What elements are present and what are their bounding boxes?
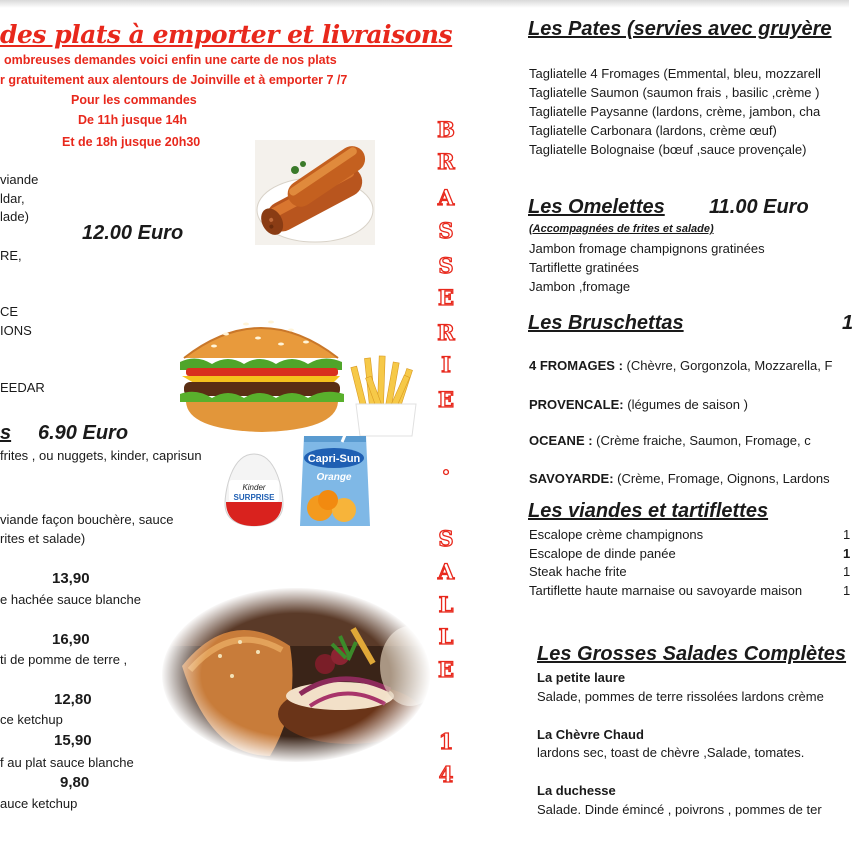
svg-text:SURPRISE: SURPRISE <box>233 493 275 502</box>
bruschettas-heading: Les Bruschettas <box>528 312 684 334</box>
bruschetta-item <box>529 433 811 448</box>
salade-desc: lardons sec, toast de chèvre ,Salade, tomates. <box>537 745 805 760</box>
vertical-letter: L <box>438 592 454 617</box>
bruschetta-name: 4 FROMAGES : <box>529 358 623 373</box>
kids-menu-heading: s <box>0 422 12 444</box>
menu-text: viande <box>0 172 39 187</box>
vertical-digit: 1 <box>438 729 454 754</box>
menu-desc: ce ketchup <box>0 712 63 727</box>
bruschetta-item <box>529 358 832 373</box>
omelette-item: Tartiflette gratinées <box>529 260 639 275</box>
menu-desc: f au plat sauce blanche <box>0 755 134 770</box>
intro-line-1: ombreuses demandes voici enfin une carte de nos plats <box>4 53 337 67</box>
vertical-letter: E <box>437 387 454 412</box>
menu-price: 13,90 <box>52 570 90 587</box>
salade-name: La Chèvre Chaud <box>537 727 644 742</box>
intro-line-3: Pour les commandes <box>71 93 197 107</box>
bruschetta-desc: (légumes de saison ) <box>623 397 748 412</box>
vertical-letter: R <box>437 149 455 174</box>
viande-item: Steak hache frite <box>529 564 627 579</box>
gourmet-burger-image <box>160 586 432 764</box>
vertical-letter: A <box>437 559 455 584</box>
caprisun-flavor-text: Orange <box>316 472 352 483</box>
salade-desc: Salade. Dinde émincé , poivrons , pommes de ter <box>537 802 822 817</box>
menu-desc: auce ketchup <box>0 796 78 811</box>
burrito-image <box>255 140 375 245</box>
burger-fries-image <box>176 306 436 436</box>
viande-price: 1 <box>843 564 851 579</box>
menu-price: 9,80 <box>60 774 90 791</box>
menu-text: ldar, <box>0 191 25 206</box>
bruschetta-desc: (Crème fraiche, Saumon, Fromage, c <box>592 433 811 448</box>
menu-price: 12,80 <box>54 691 92 708</box>
kids-menu-price: 6.90 Euro <box>38 422 129 444</box>
salade-name: La duchesse <box>537 783 616 798</box>
viande-item: Escalope crème champignons <box>529 527 704 542</box>
kinder-image <box>223 452 285 528</box>
bruschettas-price-edge: 1 <box>842 312 853 334</box>
vertical-letter: E <box>437 285 454 310</box>
bruschetta-desc: (Crème, Fromage, Oignons, Lardons <box>613 471 830 486</box>
vertical-letter: S <box>438 253 454 278</box>
vertical-letter: S <box>438 526 454 551</box>
menu-price: 16,90 <box>52 631 90 648</box>
vertical-letter: L <box>438 624 454 649</box>
vertical-letter: R <box>437 320 455 345</box>
viande-item: Tartiflette haute marnaise ou savoyarde maison <box>529 583 803 598</box>
omelettes-heading: Les Omelettes <box>528 196 665 218</box>
menu-text: rites et salade) <box>0 531 86 546</box>
caprisun-brand-text: Capri-Sun <box>307 453 361 465</box>
menu-text: viande façon bouchère, sauce <box>0 512 174 527</box>
viandes-heading: Les viandes et tartiflettes <box>528 500 769 522</box>
menu-desc: e hachée sauce blanche <box>0 592 141 607</box>
pates-item: Tagliatelle Saumon (saumon frais , basilic ,crème ) <box>529 85 820 100</box>
omelettes-note: (Accompagnées de frites et salade) <box>529 223 714 235</box>
intro-line-5: Et de 18h jusque 20h30 <box>62 135 201 149</box>
bruschetta-name: SAVOYARDE: <box>529 471 614 486</box>
salades-heading: Les Grosses Salades Complètes <box>537 643 847 665</box>
menu-text: RE, <box>0 248 22 263</box>
pates-item: Tagliatelle 4 Fromages (Emmental, bleu, mozzarell <box>529 66 821 81</box>
pates-item: Tagliatelle Paysanne (lardons, crème, jambon, cha <box>529 104 821 119</box>
salade-name: La petite laure <box>537 670 626 685</box>
pates-item: Tagliatelle Carbonara (lardons, crème œuf) <box>529 123 777 138</box>
menu-text: lade) <box>0 209 29 224</box>
vertical-letter: B <box>437 117 455 142</box>
bruschetta-name: OCEANE : <box>529 433 593 448</box>
omelettes-price: 11.00 Euro <box>709 196 809 218</box>
menu-text: CE <box>0 304 19 319</box>
menu-text: EEDAR <box>0 380 45 395</box>
left-page-title: des plats à emporter et livraisons <box>0 20 453 49</box>
viande-item: Escalope de dinde panée <box>529 546 676 561</box>
vertical-dot: · <box>441 458 451 488</box>
vertical-letter: E <box>437 657 454 682</box>
omelette-item: Jambon ,fromage <box>529 279 631 294</box>
svg-text:Kinder: Kinder <box>242 483 266 492</box>
vertical-letter: S <box>438 218 454 243</box>
vertical-letter: I <box>441 352 451 377</box>
intro-line-2: r gratuitement aux alentours de Joinville et à emporter 7 /7 <box>0 73 348 87</box>
vertical-letter: A <box>437 185 455 210</box>
kids-menu-desc: frites , ou nuggets, kinder, caprisun <box>0 448 202 463</box>
viande-price: 1 <box>843 583 851 598</box>
bruschetta-desc: (Chèvre, Gorgonzola, Mozzarella, F <box>622 358 833 373</box>
menu-desc: ti de pomme de terre , <box>0 652 128 667</box>
caprisun-image <box>298 428 372 532</box>
viande-price: 1 <box>843 546 851 561</box>
pates-item: Tagliatelle Bolognaise (bœuf ,sauce provençale) <box>529 142 807 157</box>
bruschetta-name: PROVENCALE: <box>529 397 624 412</box>
bruschetta-item <box>529 471 830 486</box>
viande-price: 1 <box>843 527 851 542</box>
omelette-item: Jambon fromage champignons gratinées <box>529 241 765 256</box>
salade-desc: Salade, pommes de terre rissolées lardons crème <box>537 689 824 704</box>
pates-heading: Les Pates (servies avec gruyère <box>528 18 832 40</box>
intro-line-4: De 11h jusque 14h <box>78 113 188 127</box>
bruschetta-item <box>529 397 748 412</box>
menu-price: 15,90 <box>54 732 92 749</box>
top-edge-strip <box>0 0 849 8</box>
vertical-digit: 4 <box>438 762 454 787</box>
menu-text: IONS <box>0 323 32 338</box>
menu-price: 12.00 Euro <box>82 222 184 244</box>
